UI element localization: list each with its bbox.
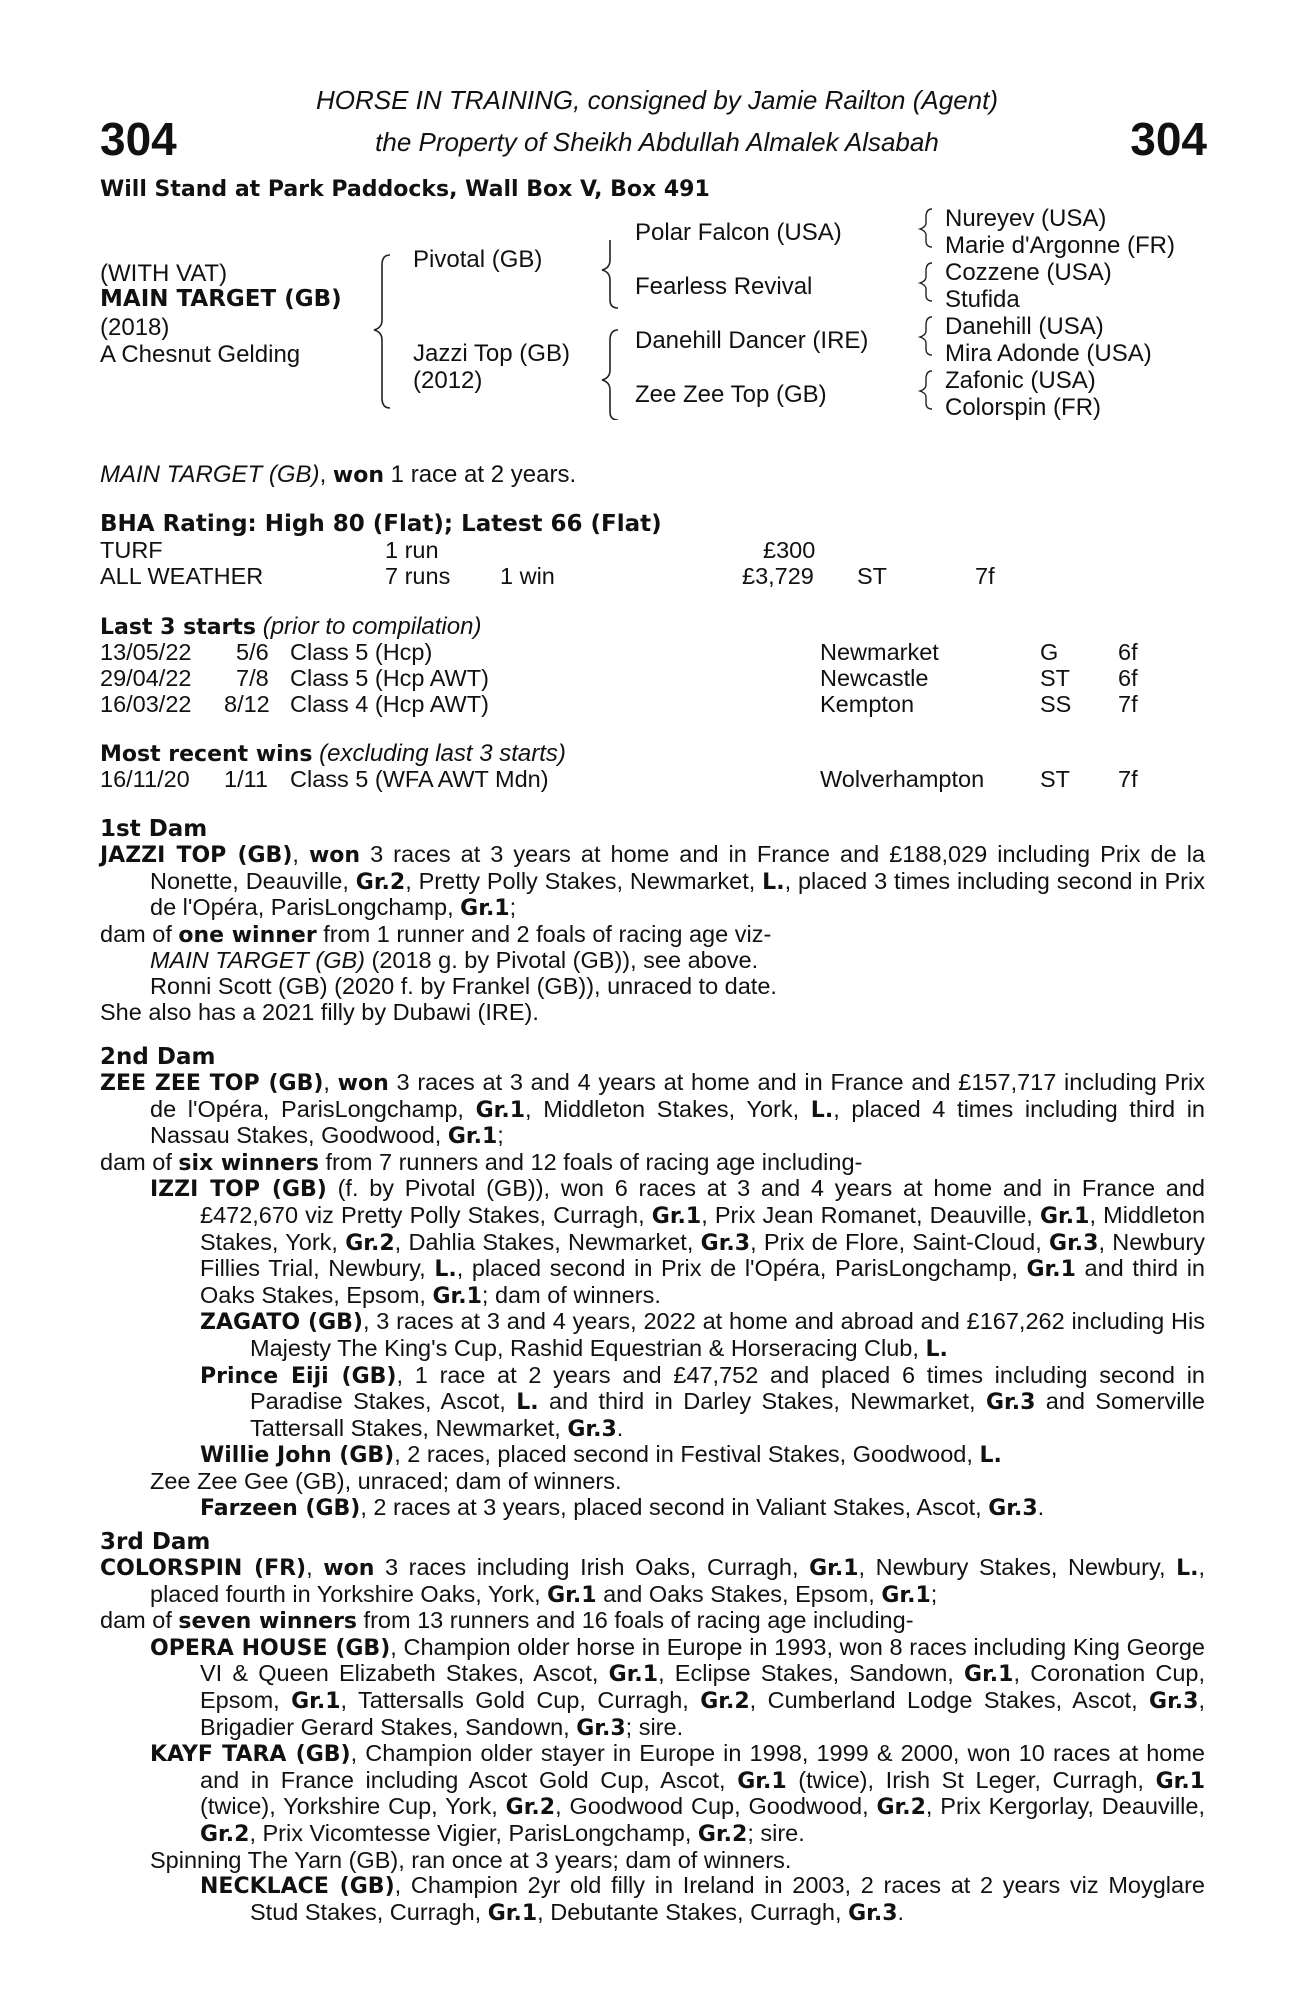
race: Class 4 (Hcp AWT): [290, 691, 489, 717]
first-dam-section: [100, 842, 1205, 1025]
summary-won: won: [332, 463, 385, 488]
vat-label: (WITH VAT): [100, 260, 228, 287]
great-grandsire-4: Zafonic (USA): [945, 367, 1096, 394]
third-dam-produce: dam of seven winners from 13 runners and 16 foals of racing age including-: [100, 1607, 914, 1635]
course: Newmarket: [820, 639, 939, 665]
produce-main-target: MAIN TARGET (GB) (2018 g. by Pivotal (GB)), see above.: [150, 947, 759, 974]
produce-willie-john: Willie John (GB), 2 races, placed second in Festival Stakes, Goodwood, L.: [200, 1441, 1002, 1469]
first-dam-paragraph: JAZZI TOP (GB), won 3 races at 3 years at home and in France and £188,029 including Prix de la Nonette, Deauville, Gr.2, Pretty Polly Stakes, Newmarket, L., placed 3 times including second in Prix de l'Opéra, ParisLongchamp, Gr.1;: [100, 841, 1206, 922]
consignment-line: HORSE IN TRAINING, consigned by Jamie Railton (Agent): [315, 85, 999, 115]
course: Wolverhampton: [820, 766, 985, 792]
lot-number-right: 304: [1130, 113, 1207, 165]
going: SS: [1040, 691, 1072, 717]
course: Newcastle: [820, 665, 929, 691]
date: 29/04/22: [100, 665, 192, 691]
prize: £3,729: [742, 563, 814, 589]
last-starts-note: (prior to compilation): [256, 613, 482, 640]
produce-kayf-tara: KAYF TARA (GB), Champion older stayer in Europe in 1998, 1999 & 2000, won 10 races at home and in France including Ascot Gold Cup, Ascot, Gr.1 (twice), Irish St Leger, Curragh, Gr.1 (twice), Yorkshire Cup, York, Gr.2, Goodwood Cup, Goodwood, Gr.2, Prix Kergorlay, Deauville, Gr.2, Prix Vicomtesse Vigier, ParisLongchamp, Gr.2; sire.: [150, 1740, 1205, 1847]
produce-zagato: ZAGATO (GB), 3 races at 3 and 4 years, 2022 at home and abroad and £167,262 including His Majesty The King's Cup, Rashid Equestrian & Horseracing Club, L.: [200, 1308, 1205, 1362]
prize: £300: [763, 537, 816, 563]
produce-prince-eiji: Prince Eiji (GB), 1 race at 2 years and £47,752 and placed 6 times including second in Paradise Stakes, Ascot, L. and third in Darley Stakes, Newmarket, Gr.3 and Somerville Tattersall Stakes, Newmarket, Gr.3.: [200, 1361, 1206, 1442]
summary-name: MAIN TARGET (GB): [100, 461, 320, 488]
produce-necklace: NECKLACE (GB), Champion 2yr old filly in Ireland in 2003, 2 races at 2 years viz Moyglare Stud Stakes, Curragh, Gr.1, Debutante Stakes, Curragh, Gr.3.: [200, 1872, 1205, 1926]
summary-rest: 1 race at 2 years.: [384, 461, 577, 488]
produce-izzi-top: IZZI TOP (GB) (f. by Pivotal (GB)), won 6 races at 3 and 4 years at home and in France and £472,670 viz Pretty Polly Stakes, Curragh, Gr.1, Prix Jean Romanet, Deauville, Gr.1, Middleton Stakes, York, Gr.2, Dahlia Stakes, Newmarket, Gr.3, Prix de Flore, Saint-Cloud, Gr.3, Newbury Fillies Trial, Newbury, L., placed second in Prix de l'Opéra, ParisLongchamp, Gr.1 and third in Oaks Stakes, Epsom, Gr.1; dam of winners.: [150, 1175, 1206, 1309]
race: Class 5 (Hcp AWT): [290, 665, 489, 691]
first-dam-also: She also has a 2021 filly by Dubawi (IRE).: [100, 998, 539, 1025]
horse-description: A Chesnut Gelding: [100, 341, 301, 368]
first-dam-heading: 1st Dam: [100, 816, 208, 842]
second-dam-produce: dam of six winners from 7 runners and 12 foals of racing age including-: [100, 1148, 863, 1176]
date: 16/11/20: [100, 766, 190, 792]
distance: 7f: [1118, 766, 1138, 792]
produce-opera-house: OPERA HOUSE (GB), Champion older horse in Europe in 1993, won 8 races including King George VI & Queen Elizabeth Stakes, Ascot, Gr.1, Eclipse Stakes, Sandown, Gr.1, Coronation Cup, Epsom, Gr.1, Tattersalls Gold Cup, Curragh, Gr.2, Cumberland Lodge Stakes, Ascot, Gr.3, Brigadier Gerard Stakes, Sandown, Gr.3; sire.: [150, 1633, 1205, 1741]
race-summary: [100, 461, 576, 489]
second-dam-section: [100, 1070, 1205, 1521]
recent-wins-title: Most recent wins: [100, 742, 313, 767]
lot-number-left: 304: [100, 113, 177, 165]
horse-name: MAIN TARGET (GB): [100, 286, 342, 312]
great-grandsire-1: Nureyev (USA): [945, 205, 1107, 232]
bha-rating: BHA Rating: High 80 (Flat); Latest 66 (Flat): [100, 511, 662, 537]
going: ST: [1040, 766, 1071, 792]
position: 8/12: [224, 691, 270, 717]
position: 7/8: [236, 665, 269, 691]
surface: ALL WEATHER: [100, 563, 264, 589]
produce-ronni-scott: Ronni Scott (GB) (2020 f. by Frankel (GB)), unraced to date.: [150, 972, 777, 999]
position: 1/11: [224, 766, 268, 792]
going: G: [1040, 639, 1059, 665]
course: Kempton: [820, 691, 915, 717]
last-starts-title: Last 3 starts: [100, 615, 257, 640]
race: Class 5 (Hcp): [290, 639, 433, 665]
second-dam-paragraph: ZEE ZEE TOP (GB), won 3 races at 3 and 4 years at home and in France and £157,717 including Prix de l'Opéra, ParisLongchamp, Gr.1, Middleton Stakes, York, L., placed 4 times including third in Nassau Stakes, Goodwood, Gr.1;: [100, 1069, 1206, 1150]
runs: 1 run: [385, 537, 439, 563]
property-line: the Property of Sheikh Abdullah Almalek Alsabah: [375, 127, 939, 157]
last-starts-heading: [100, 613, 481, 641]
distance: 7f: [975, 563, 995, 589]
great-granddam-1: Marie d'Argonne (FR): [945, 232, 1175, 259]
third-dam-heading: 3rd Dam: [100, 1529, 211, 1555]
third-dam-paragraph: COLORSPIN (FR), won 3 races including Irish Oaks, Curragh, Gr.1, Newbury Stakes, Newbury, L., placed fourth in Yorkshire Oaks, York, Gr.1 and Oaks Stakes, Epsom, Gr.1;: [100, 1554, 1206, 1608]
produce-spinning-the-yarn: Spinning The Yarn (GB), ran once at 3 years; dam of winners.: [150, 1846, 792, 1873]
second-dam-heading: 2nd Dam: [100, 1044, 216, 1070]
third-dam-section: [100, 1555, 1205, 1926]
recent-wins-note: (excluding last 3 starts): [312, 740, 566, 767]
sire-dam: Fearless Revival: [635, 273, 813, 300]
great-granddam-2: Stufida: [945, 286, 1020, 313]
summary-comma: ,: [319, 461, 333, 488]
dam-dam: Zee Zee Top (GB): [635, 381, 827, 408]
wins: 1 win: [500, 563, 555, 589]
stand-location: Will Stand at Park Paddocks, Wall Box V, Box 491: [100, 177, 710, 202]
distance: 6f: [1118, 665, 1138, 691]
date: 13/05/22: [100, 639, 192, 665]
dam-year: (2012): [413, 367, 483, 394]
position: 5/6: [236, 639, 269, 665]
produce-zee-zee-gee: Zee Zee Gee (GB), unraced; dam of winners.: [150, 1467, 622, 1494]
surface: TURF: [100, 537, 163, 563]
race: Class 5 (WFA AWT Mdn): [290, 766, 549, 792]
great-grandsire-3: Danehill (USA): [945, 313, 1104, 340]
distance: 7f: [1118, 691, 1138, 717]
dam: Jazzi Top (GB): [413, 340, 570, 367]
runs: 7 runs: [385, 563, 451, 589]
distance: 6f: [1118, 639, 1138, 665]
great-granddam-4: Colorspin (FR): [945, 394, 1102, 421]
sire-sire: Polar Falcon (USA): [635, 219, 842, 246]
horse-year: (2018): [100, 314, 170, 341]
going: ST: [1040, 665, 1071, 691]
sire: Pivotal (GB): [413, 246, 543, 273]
first-dam-produce: dam of one winner from 1 runner and 2 foals of racing age viz-: [100, 920, 772, 948]
great-grandsire-2: Cozzene (USA): [945, 259, 1112, 286]
going: ST: [857, 563, 888, 589]
recent-wins-heading: [100, 740, 566, 768]
produce-farzeen: Farzeen (GB), 2 races at 3 years, placed second in Valiant Stakes, Ascot, Gr.3.: [200, 1493, 1045, 1521]
date: 16/03/22: [100, 691, 192, 717]
great-granddam-3: Mira Adonde (USA): [945, 340, 1152, 367]
dam-sire: Danehill Dancer (IRE): [635, 327, 869, 354]
grandparent-brackets: [918, 205, 948, 425]
